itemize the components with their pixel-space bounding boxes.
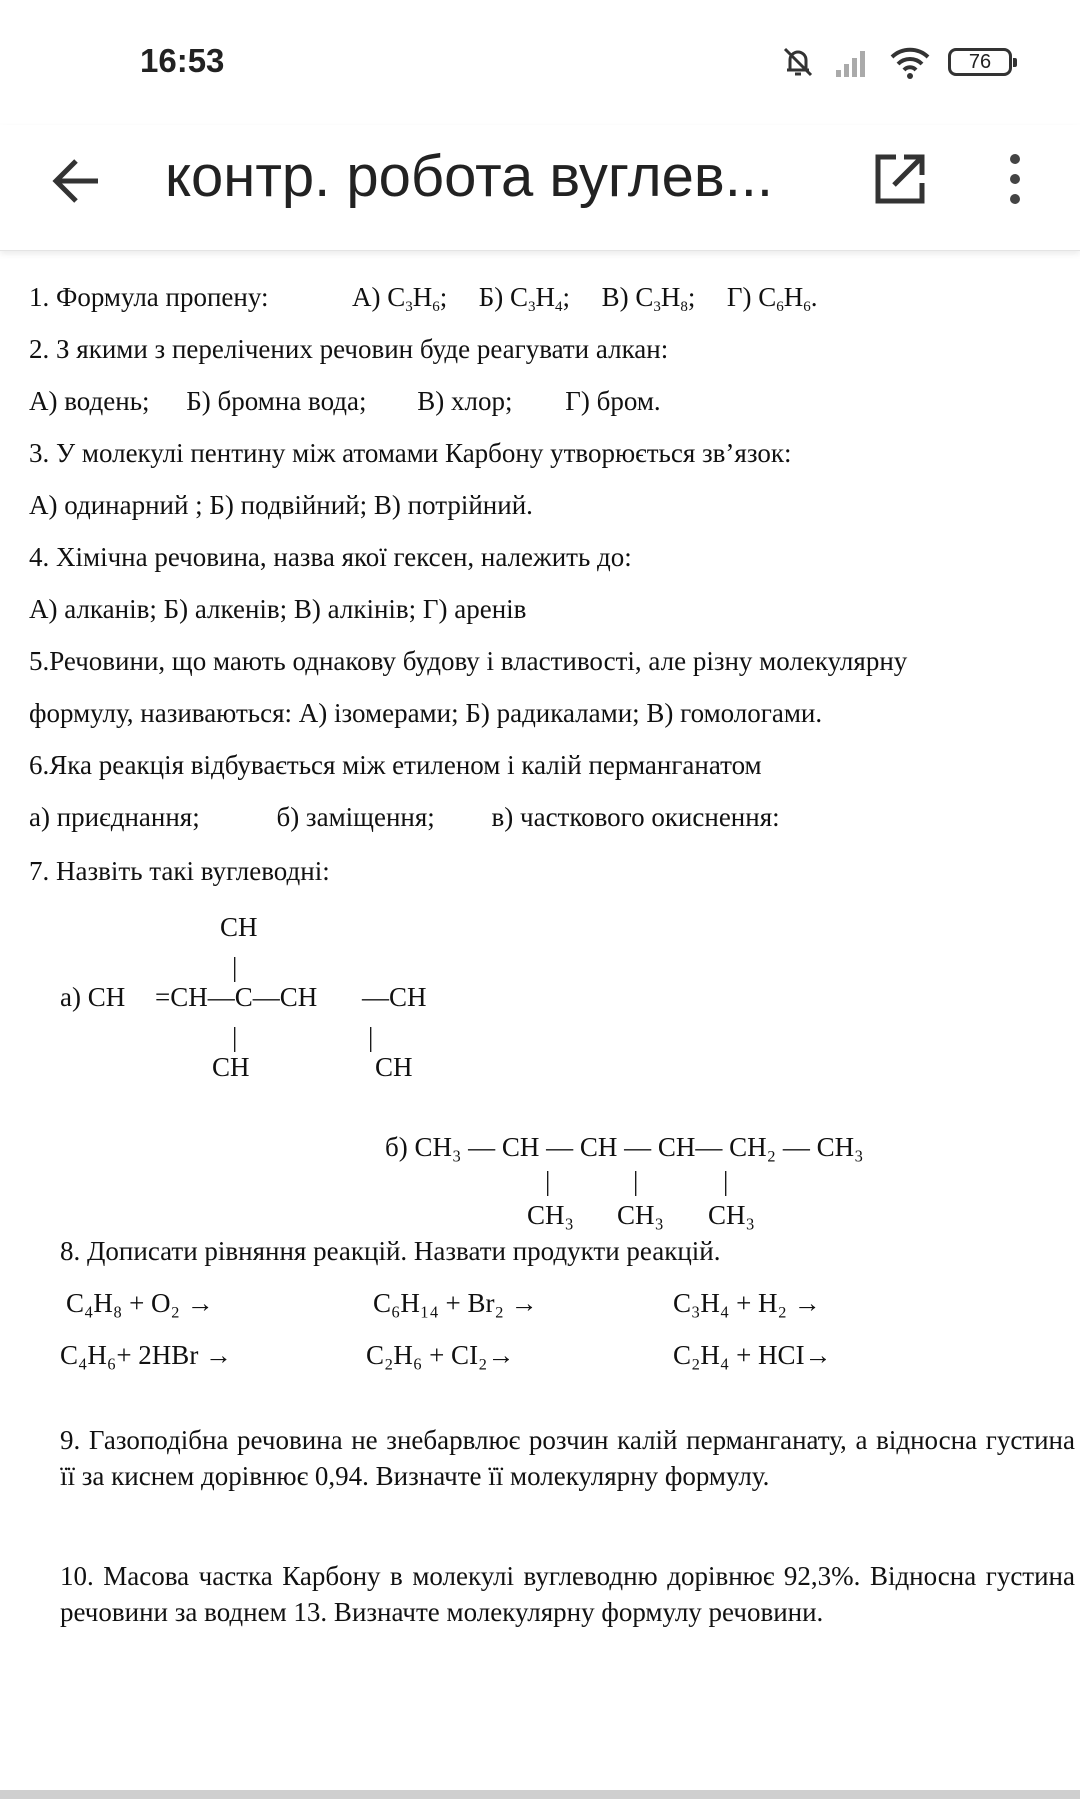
app-bar: [0, 125, 1080, 251]
q6-option-c: в) часткового окиснення:: [491, 802, 780, 832]
status-icons: [780, 44, 1012, 80]
reaction-5: C₂H₆ + CI₂→: [366, 1340, 515, 1370]
document-page: [0, 252, 1080, 1782]
struct-a-main-3: —CH: [362, 982, 427, 1012]
q6-option-b: б) заміщення;: [276, 802, 435, 832]
struct-a-bond-down-2: |: [368, 1022, 374, 1052]
question-9: 9. Газоподібна речовина не знебарвлює розчин калій перманганату, а відносна густина її за киснем дорівнює 0,94. Визначте її молекулярну формулу.: [60, 1425, 1075, 1491]
question-4-options: А) алканів; Б) алкенів; В) алкінів; Г) аренів: [29, 594, 527, 624]
struct-b-sub-2: CH₃: [617, 1200, 664, 1230]
reaction-6: C₂H₄ + HCI→: [673, 1340, 832, 1370]
struct-a-bottom-2: CH: [375, 1052, 413, 1082]
back-arrow-icon[interactable]: [48, 151, 108, 211]
signal-icon: [834, 46, 872, 78]
question-3: 3. У молекулі пентину між атомами Карбону утворюється зв’язок:: [29, 438, 792, 468]
open-external-icon[interactable]: [870, 149, 930, 209]
question-2: 2. З якими з перелічених речовин буде реагувати алкан:: [29, 334, 669, 364]
question-7: 7. Назвіть такі вуглеводні:: [29, 856, 330, 886]
status-bar: [0, 0, 1080, 125]
question-1: [29, 282, 817, 313]
q6-option-a: а) приєднання;: [29, 802, 200, 832]
struct-b-bond-2: |: [633, 1166, 639, 1196]
question-8: 8. Дописати рівняння реакцій. Назвати продукти реакцій.: [60, 1236, 721, 1266]
struct-a-main-1: а) CH: [60, 982, 126, 1012]
reaction-4: C₄H₆+ 2HBr →: [60, 1340, 233, 1370]
reaction-3: C₃H₄ + H₂ →: [673, 1288, 821, 1318]
struct-b-main: б) CH₃ — CH — CH — CH— CH₂ — CH₃: [385, 1132, 864, 1162]
q2-option-c: В) хлор;: [417, 386, 513, 416]
struct-a-bottom-1: CH: [212, 1052, 250, 1082]
struct-b-bond-1: |: [545, 1166, 551, 1196]
struct-b-sub-1: CH₃: [527, 1200, 574, 1230]
q1-option-b: Б) $C_3H_4$;: [478, 282, 571, 315]
q1-option-a: А) $C_3H_6$;: [352, 282, 448, 315]
struct-b-sub-3: CH₃: [708, 1200, 755, 1230]
struct-a-main-2: =CH—C—CH: [155, 982, 318, 1012]
struct-a-bond-down-1: |: [232, 1022, 238, 1052]
more-options-icon[interactable]: [995, 149, 1035, 209]
q1-option-d: Г) $C_6H_6$.: [726, 282, 818, 315]
reaction-1: C₄H₈ + O₂ →: [66, 1288, 214, 1318]
q2-option-d: Г) бром.: [565, 386, 661, 416]
muted-bell-icon: [780, 44, 816, 80]
status-time: 16:53: [140, 42, 225, 79]
document-title: контр. робота вуглев...: [165, 144, 774, 209]
reaction-2: C₆H₁₄ + Br₂ →: [373, 1288, 538, 1318]
wifi-icon: [890, 45, 930, 79]
q2-option-b: Б) бромна вода;: [186, 386, 367, 416]
q1-label: 1. Формула пропену:: [29, 282, 269, 312]
question-5-line-1: 5.Речовини, що мають однакову будову і властивості, але різну молекулярну: [29, 646, 908, 676]
question-6: 6.Яка реакція відбувається між етиленом і калій перманганатом: [29, 750, 762, 780]
bottom-edge: [0, 1790, 1080, 1799]
question-6-options: [29, 802, 780, 833]
question-2-options: [29, 386, 661, 417]
question-4: 4. Хімічна речовина, назва якої гексен, належить до:: [29, 542, 632, 572]
question-5-line-2: формулу, називаються: А) ізомерами; Б) радикалами; В) гомологами.: [29, 698, 823, 728]
q2-option-a: А) водень;: [29, 386, 150, 416]
question-10: 10. Масова частка Карбону в молекулі вуглеводню дорівнює 92,3%. Відносна густина речовини за воднем 13. Визначте молекулярну формулу речовини.: [60, 1561, 1075, 1627]
struct-a-top: CH: [220, 912, 258, 942]
struct-a-bond-up: |: [232, 952, 238, 982]
q1-option-c: В) $C_3H_8$;: [601, 282, 696, 315]
question-3-options: А) одинарний ; Б) подвійний; В) потрійний.: [29, 490, 533, 520]
struct-b-bond-3: |: [723, 1166, 729, 1196]
battery-icon: 76: [948, 48, 1012, 76]
